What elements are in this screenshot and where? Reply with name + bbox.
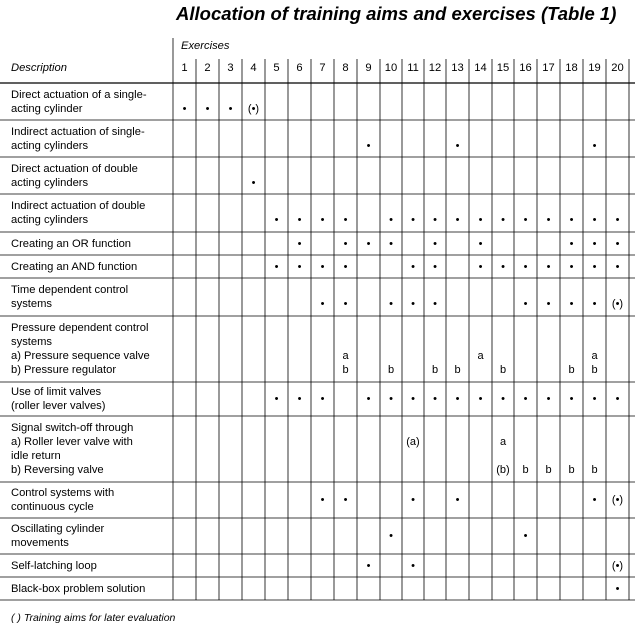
allocation-mark: •: [615, 260, 620, 273]
allocation-mark: •: [274, 393, 279, 405]
allocation-mark: •: [455, 139, 460, 152]
allocation-mark: •: [523, 298, 528, 310]
description-line: Pressure dependent control: [11, 322, 149, 334]
allocation-mark: •: [343, 494, 348, 506]
allocation-mark: •: [455, 494, 460, 506]
allocation-mark: •: [546, 298, 551, 310]
description-line: systems: [11, 298, 53, 310]
allocation-mark: b: [431, 364, 439, 376]
allocation-mark: •: [320, 393, 325, 405]
allocation-mark: •: [411, 298, 415, 310]
description-line: Time dependent control: [11, 284, 129, 296]
allocation-mark: •: [274, 214, 279, 226]
exercises-header: Exercises: [181, 40, 230, 52]
allocation-mark: •: [389, 298, 393, 310]
row-description: [11, 237, 131, 251]
description-line: Indirect actuation of single-: [11, 125, 145, 138]
column-number: 3: [227, 62, 234, 74]
allocation-mark: •: [389, 237, 393, 250]
column-number: 2: [204, 62, 211, 74]
description-line: Black-box problem solution: [11, 582, 146, 595]
row-description: [11, 486, 114, 514]
column-number: 10: [384, 62, 398, 74]
allocation-mark: •: [546, 260, 551, 273]
row-description: [11, 385, 106, 413]
column-number: 18: [565, 62, 578, 74]
allocation-mark: •: [433, 298, 437, 310]
allocation-mark: •: [228, 102, 233, 115]
allocation-mark: •: [182, 102, 187, 115]
allocation-mark: •: [205, 102, 210, 115]
allocation-mark: •: [546, 214, 551, 226]
allocation-mark: •: [478, 260, 483, 273]
allocation-mark: •: [274, 260, 279, 273]
description-line: Control systems with: [11, 487, 115, 499]
description-line: idle return: [11, 450, 61, 462]
allocation-mark: (•): [611, 559, 624, 572]
allocation-mark: •: [523, 530, 528, 542]
description-line: Creating an OR function: [11, 237, 132, 250]
column-number: 9: [365, 62, 372, 74]
column-number: 7: [319, 62, 326, 74]
allocation-mark: •: [343, 298, 348, 310]
allocation-mark: •: [592, 494, 597, 506]
allocation-mark: •: [615, 237, 620, 250]
column-number: 8: [342, 62, 349, 74]
allocation-mark: •: [569, 298, 574, 310]
allocation-mark: (•): [611, 494, 624, 506]
column-number: 15: [496, 62, 510, 74]
description-line: acting cylinders: [11, 214, 89, 226]
allocation-mark: •: [411, 260, 415, 273]
allocation-mark: •: [478, 393, 483, 405]
allocation-mark: •: [455, 393, 460, 405]
description-line: Oscillating cylinder: [11, 523, 105, 535]
allocation-mark: b: [591, 364, 598, 376]
row-description: [11, 88, 147, 116]
allocation-mark: •: [411, 214, 415, 226]
column-number: 4: [250, 62, 257, 74]
allocation-mark: •: [546, 393, 551, 405]
allocation-mark: •: [411, 559, 415, 572]
allocation-mark: •: [592, 260, 597, 273]
allocation-mark: a: [591, 350, 598, 362]
description-line: Creating an AND function: [11, 260, 138, 273]
allocation-mark: (•): [247, 102, 260, 115]
description-line: b) Reversing valve: [11, 464, 104, 476]
allocation-mark: •: [592, 237, 597, 250]
description-line: b) Pressure regulator: [11, 364, 117, 376]
allocation-mark: •: [251, 176, 256, 189]
allocation-mark: •: [320, 260, 325, 273]
column-number: 16: [519, 62, 532, 74]
row-description: [11, 162, 138, 190]
allocation-mark: •: [297, 260, 302, 273]
description-line: Self-latching loop: [11, 559, 97, 572]
allocation-mark: (b): [496, 464, 510, 476]
row-description: [11, 125, 145, 153]
allocation-mark: •: [433, 393, 437, 405]
allocation-mark: •: [411, 393, 415, 405]
allocation-mark: •: [592, 393, 597, 405]
description-line: movements: [11, 537, 69, 549]
allocation-mark: •: [389, 530, 393, 542]
allocation-mark: •: [297, 214, 302, 226]
allocation-mark: •: [389, 214, 393, 226]
column-number: 14: [474, 62, 487, 74]
column-number: 6: [296, 62, 303, 74]
allocation-mark: •: [592, 214, 597, 226]
row-description: [11, 582, 145, 596]
description-line: continuous cycle: [11, 501, 94, 513]
allocation-mark: •: [343, 260, 348, 273]
allocation-mark: a: [499, 436, 507, 448]
description-line: Direct actuation of double: [11, 162, 138, 175]
column-number: 12: [428, 62, 442, 74]
allocation-mark: •: [615, 582, 620, 595]
allocation-mark: •: [411, 494, 415, 506]
description-line: (roller lever valves): [11, 400, 106, 412]
footnote: ( ) Training aims for later evaluation: [11, 612, 176, 624]
allocation-mark: •: [366, 237, 371, 250]
description-line: acting cylinders: [11, 176, 89, 189]
allocation-mark: •: [343, 214, 348, 226]
allocation-mark: b: [568, 364, 575, 376]
allocation-mark: •: [592, 139, 597, 152]
row-description: [11, 321, 150, 377]
column-number: 5: [273, 62, 280, 74]
allocation-mark: •: [501, 260, 505, 273]
allocation-mark: b: [387, 364, 395, 376]
column-number: 20: [611, 62, 624, 74]
allocation-mark: b: [522, 464, 529, 476]
row-description: [11, 199, 145, 227]
allocation-mark: •: [478, 237, 483, 250]
description-line: systems: [11, 336, 53, 348]
table-title: Allocation of training aims and exercises (Table 1): [176, 3, 617, 24]
column-number: 1: [181, 62, 188, 74]
row-description: [11, 421, 133, 477]
allocation-mark: b: [545, 464, 552, 476]
allocation-mark: a: [477, 350, 484, 362]
column-number: 17: [542, 62, 555, 74]
allocation-mark: b: [499, 364, 507, 376]
allocation-mark: •: [366, 559, 371, 572]
description-line: a) Pressure sequence valve: [11, 350, 150, 362]
allocation-mark: •: [389, 393, 393, 405]
allocation-mark: •: [615, 214, 620, 226]
allocation-mark: b: [454, 364, 461, 376]
description-line: Direct actuation of a single-: [11, 88, 147, 101]
column-number: 13: [451, 62, 464, 74]
allocation-mark: •: [592, 298, 597, 310]
allocation-mark: •: [366, 139, 371, 152]
allocation-mark: •: [366, 393, 371, 405]
allocation-mark: •: [523, 393, 528, 405]
allocation-mark: b: [342, 364, 349, 376]
allocation-mark: •: [523, 214, 528, 226]
allocation-mark: a: [342, 350, 349, 362]
allocation-mark: •: [320, 494, 325, 506]
allocation-mark: •: [433, 237, 437, 250]
row-description: [11, 559, 97, 573]
description-line: Signal switch-off through: [11, 422, 134, 434]
allocation-mark: (•): [611, 298, 624, 310]
allocation-mark: •: [615, 393, 620, 405]
allocation-mark: •: [433, 260, 437, 273]
row-description: [11, 260, 137, 274]
description-header: Description: [11, 62, 67, 74]
allocation-mark: •: [569, 214, 574, 226]
allocation-mark: •: [320, 298, 325, 310]
allocation-mark: •: [455, 214, 460, 226]
allocation-mark: •: [501, 214, 505, 226]
allocation-mark: •: [569, 393, 574, 405]
allocation-mark: •: [501, 393, 505, 405]
description-line: Indirect actuation of double: [11, 200, 146, 212]
allocation-mark: •: [297, 393, 302, 405]
allocation-mark: •: [320, 214, 325, 226]
description-line: acting cylinders: [11, 139, 89, 152]
allocation-mark: •: [569, 260, 574, 273]
column-number: 19: [588, 62, 601, 74]
allocation-mark: b: [568, 464, 575, 476]
allocation-mark: •: [297, 237, 302, 250]
description-line: Use of limit valves: [11, 386, 102, 398]
column-number: 11: [407, 62, 419, 74]
description-line: acting cylinder: [11, 102, 83, 115]
allocation-mark: •: [343, 237, 348, 250]
allocation-mark: b: [591, 464, 598, 476]
allocation-mark: (a): [406, 436, 420, 448]
allocation-mark: •: [433, 214, 437, 226]
description-line: a) Roller lever valve with: [11, 436, 133, 448]
row-description: [11, 283, 128, 311]
row-description: [11, 522, 104, 550]
allocation-mark: •: [478, 214, 483, 226]
allocation-mark: •: [569, 237, 574, 250]
allocation-mark: •: [523, 260, 528, 273]
